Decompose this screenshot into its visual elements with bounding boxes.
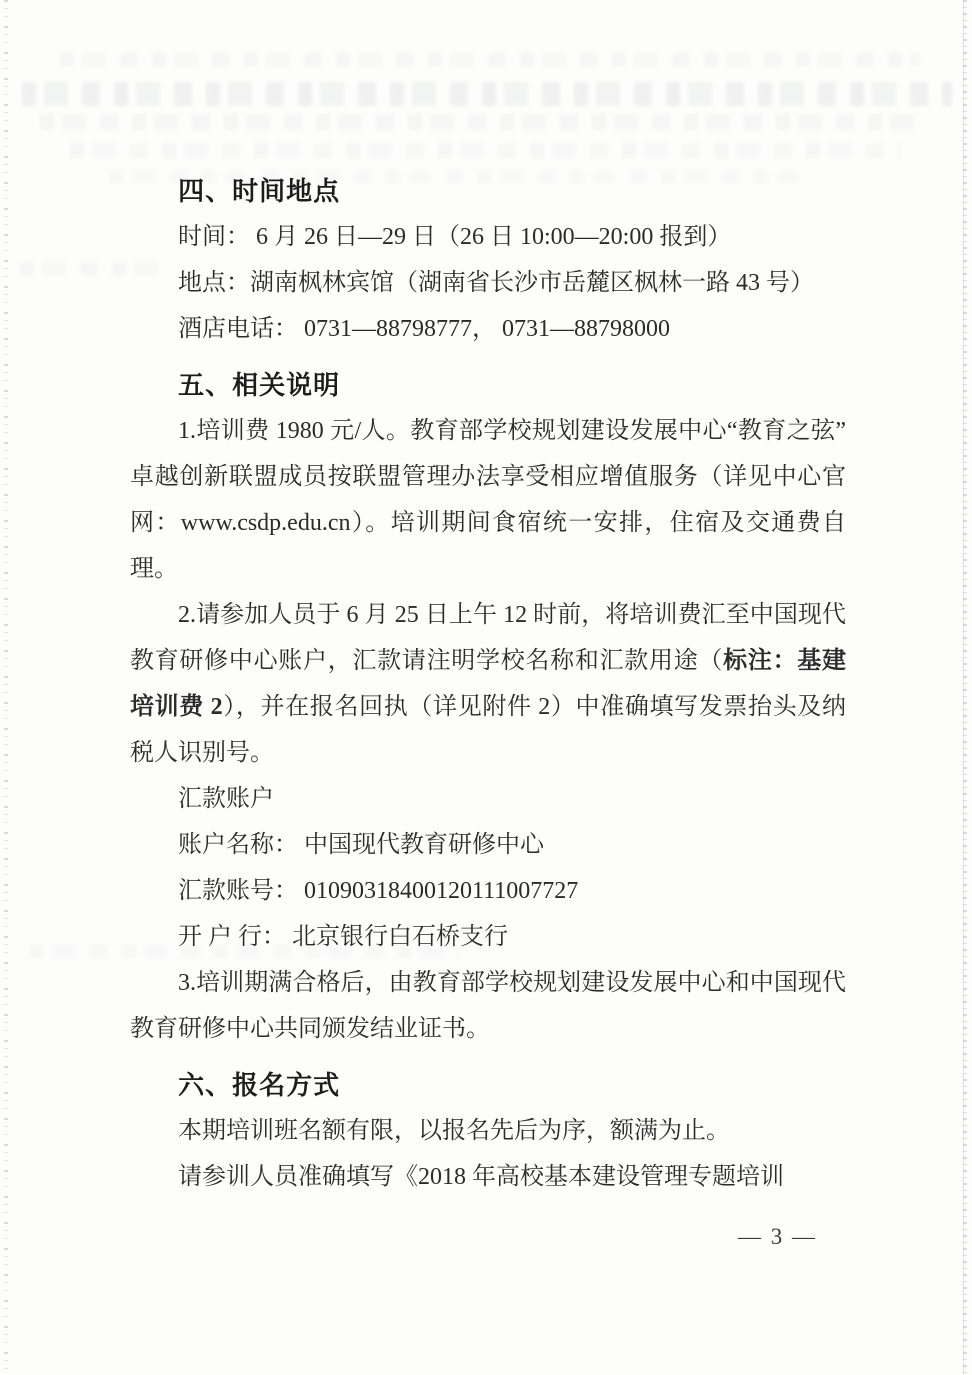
section-heading-signup: 六、报名方式 xyxy=(178,1070,341,1100)
certificate-paragraph: 3.培训期满合格后，由教育部学校规划建设发展中心和中国现代教育研修中心共同颁发结业证书。 xyxy=(130,970,846,1042)
section-heading-time-venue: 四、时间地点 xyxy=(178,176,341,206)
bank-branch-line: 开 户 行： 北京银行白石桥支行 xyxy=(178,924,508,950)
document-body xyxy=(130,168,846,1200)
scan-bleedthrough-artifact xyxy=(60,52,920,67)
remit-account-label: 汇款账户 xyxy=(178,786,274,812)
payment-text-pre: 2.请参加人员于 6 月 25 日上午 12 时前，将培训费汇至中国现代教育研修中心账户，汇款请注明学校名称和汇款用途（ xyxy=(130,602,846,674)
venue-line: 地点：湖南枫林宾馆（湖南省长沙市岳麓区枫林一路 43 号） xyxy=(178,270,814,296)
scan-edge-artifact-left xyxy=(4,0,8,1375)
registration-form-paragraph: 请参训人员准确填写《2018 年高校基本建设管理专题培训 xyxy=(178,1164,784,1190)
account-number-line: 汇款账号： 01090318400120111007727 xyxy=(178,878,579,904)
payment-paragraph xyxy=(130,592,846,776)
scan-bleedthrough-artifact xyxy=(22,82,952,106)
payment-text-post: ），并在报名回执（详见附件 2）中准确填写发票抬头及纳税人识别号。 xyxy=(130,694,847,766)
scan-bleedthrough-artifact xyxy=(40,114,920,130)
scan-edge-artifact-right xyxy=(963,0,967,1375)
scan-bleedthrough-artifact xyxy=(70,143,900,158)
account-name-line: 账户名称： 中国现代教育研修中心 xyxy=(178,832,544,858)
fee-paragraph: 1.培训费 1980 元/人。教育部学校规划建设发展中心“教育之弦”卓越创新联盟成员按联盟管理办法享受相应增值服务（详见中心官网：www.csdp.edu.cn）。培训期间食宿统一安排，住宿及交通费自理。 xyxy=(130,418,846,582)
section-heading-notes: 五、相关说明 xyxy=(178,370,341,400)
time-line: 时间： 6 月 26 日—29 日（26 日 10:00—20:00 报到） xyxy=(178,224,732,250)
hotel-phone-line: 酒店电话： 0731—88798777， 0731—88798000 xyxy=(178,316,670,342)
page-number-footer xyxy=(738,1224,817,1250)
quota-paragraph: 本期培训班名额有限，以报名先后为序，额满为止。 xyxy=(178,1118,730,1144)
payment-emphasis-text: 标注：基建培训费 2 xyxy=(130,648,847,720)
page-number: — 3 — xyxy=(738,1224,817,1249)
